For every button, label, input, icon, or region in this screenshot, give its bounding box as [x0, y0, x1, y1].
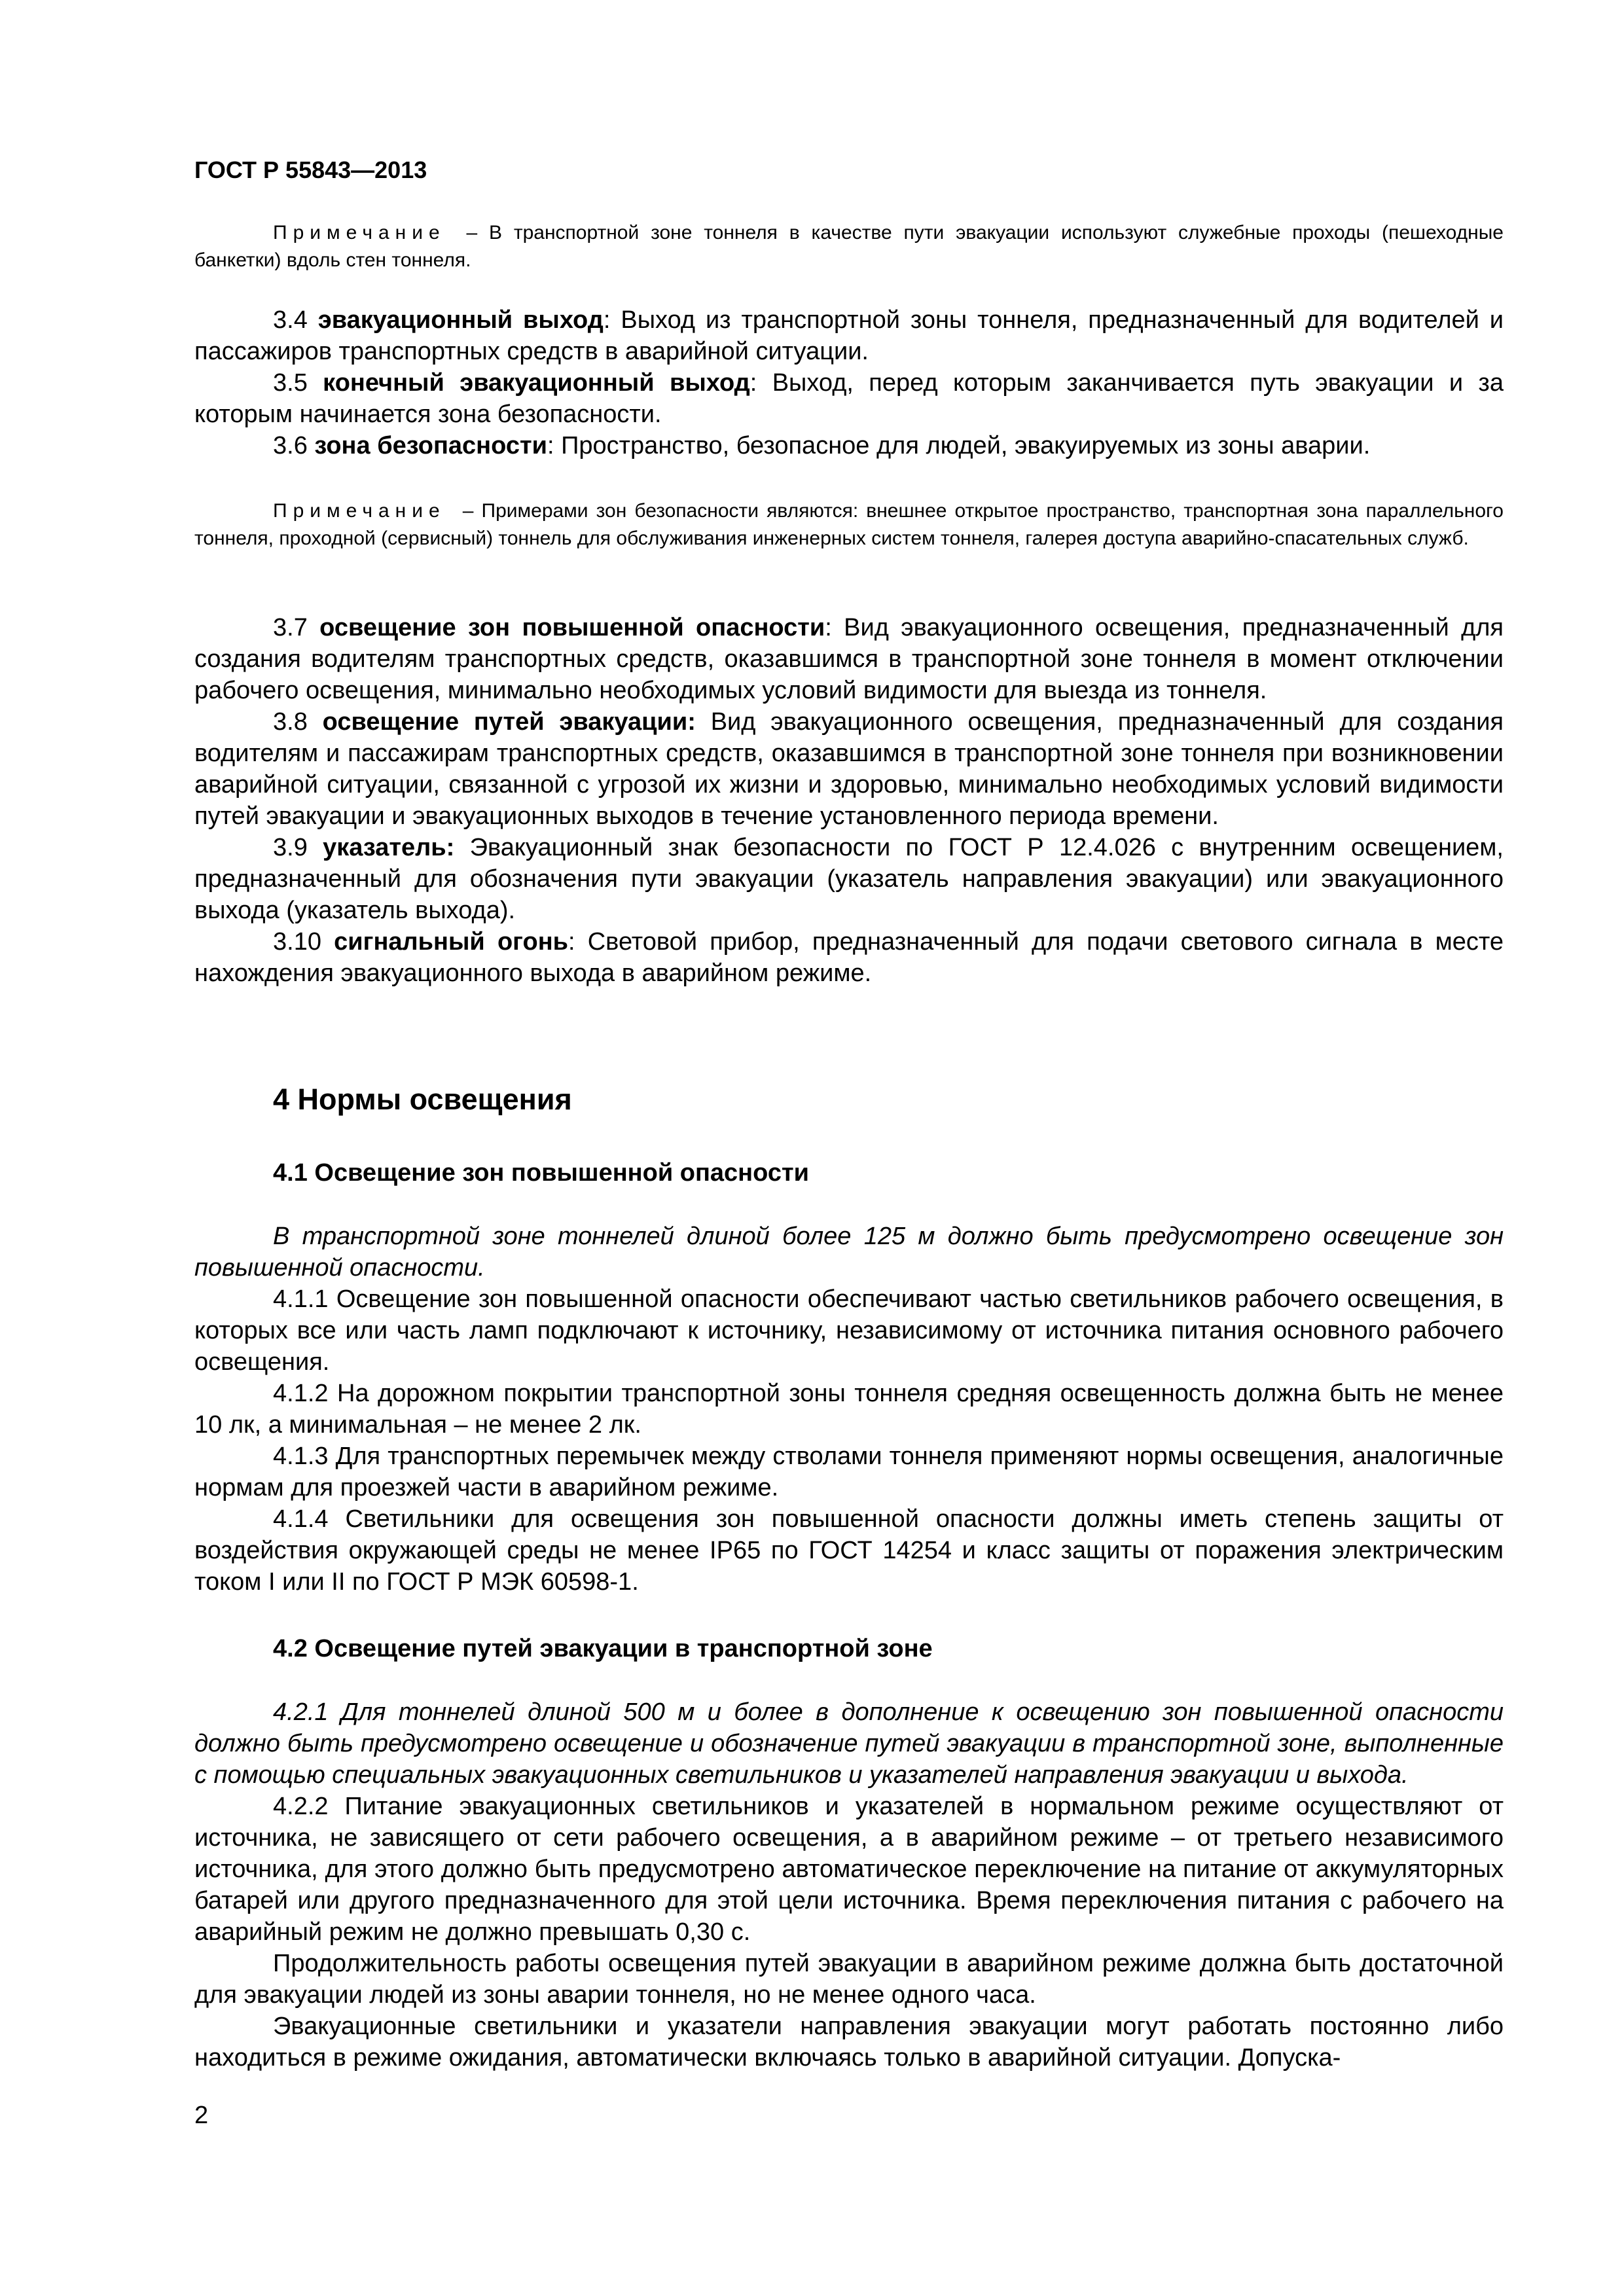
term-3-4: 3.4 эвакуационный выход: Выход из транспортной зоны тоннеля, предназначенный для водителей и пассажиров транспортных средств в аварийной ситуации.	[194, 306, 1504, 365]
note-label: Примечание	[273, 222, 446, 243]
subsection-4-1-body	[194, 1221, 1504, 1598]
subsection-4-2-body	[194, 1696, 1504, 2073]
term-3-10: 3.10 сигнальный огонь: Световой прибор, предназначенный для подачи светового сигнала в месте нахождения эвакуационного выхода в аварийном режиме.	[194, 928, 1504, 987]
term-3-9: 3.9 указатель: Эвакуационный знак безопасности по ГОСТ Р 12.4.026 с внутренним освещением, предназначенный для обозначения пути эвакуации (указатель направления эвакуации) или эвакуационного выхода (указатель выхода).	[194, 834, 1504, 924]
term-3-6: 3.6 зона безопасности: Пространство, безопасное для людей, эвакуируемых из зоны аварии.	[273, 432, 1371, 459]
term-3-5: 3.5 конечный эвакуационный выход: Выход, перед которым заканчивается путь эвакуации и за которым начинается зона безопасности.	[194, 369, 1504, 428]
paragraph: Эвакуационные светильники и указатели направления эвакуации могут работать постоянно либо находиться в режиме ожидания, автоматически включаясь только в аварийной ситуации. Допуска-	[194, 2013, 1504, 2072]
subsection-4-2	[194, 1633, 1504, 1664]
subsection-title: 4.1 Освещение зон повышенной опасности	[273, 1159, 809, 1187]
terms-group-b	[194, 612, 1504, 989]
paragraph: 4.1.2 На дорожном покрытии транспортной зоны тоннеля средняя освещенность должна быть не менее 10 лк, а минимальная – не менее 2 лк.	[194, 1380, 1504, 1439]
term-3-7: 3.7 освещение зон повышенной опасности: Вид эвакуационного освещения, предназначенный для создания водителям транспортных средств, оказавшимся в транспортной зоне тоннеля в момент отключении рабочего освещения, минимально необходимых условий видимости для выезда из тоннеля.	[194, 614, 1504, 704]
subsection-4-1	[194, 1157, 1504, 1189]
subsection-title: 4.2 Освещение путей эвакуации в транспортной зоне	[273, 1635, 933, 1662]
paragraph: 4.1.4 Светильники для освещения зон повышенной опасности должны иметь степень защиты от воздействия окружающей среды не менее IP65 по ГОСТ 14254 и класс защиты от поражения электрическим током I или II по ГОСТ Р МЭК 60598-1.	[194, 1505, 1504, 1596]
paragraph: Продолжительность работы освещения путей эвакуации в аварийном режиме должна быть достаточной для эвакуации людей из зоны аварии тоннеля, но не менее одного часа.	[194, 1950, 1504, 2009]
document-header: ГОСТ Р 55843—2013	[194, 156, 427, 183]
section-title: 4 Нормы освещения	[273, 1083, 572, 1116]
note-2: Примечание – Примерами зон безопасности являются: внешнее открытое пространство, транспортная зона параллельного тоннеля, проходной (сервисный) тоннель для обслуживания инженерных систем тоннеля, галерея доступа аварийно-спасательных служб.	[194, 500, 1504, 549]
note-1: Примечание – В транспортной зоне тоннеля в качестве пути эвакуации используют служебные проходы (пешеходные банкетки) вдоль стен тоннеля.	[194, 222, 1504, 271]
page-number: 2	[194, 2102, 209, 2129]
note-label: Примечание	[273, 500, 446, 522]
paragraph-intro: В транспортной зоне тоннелей длиной более 125 м должно быть предусмотрено освещение зон повышенной опасности.	[194, 1223, 1504, 1282]
section-4	[194, 1081, 1504, 1118]
note-text: Примерами зон безопасности являются: внешнее открытое пространство, транспортная зона параллельного тоннеля, проходной (сервисный) тоннель для обслуживания инженерных систем тоннеля, галерея доступа аварийно-спасательных служб.	[194, 500, 1504, 549]
note-text: В транспортной зоне тоннеля в качестве пути эвакуации используют служебные проходы (пешеходные банкетки) вдоль стен тоннеля.	[194, 222, 1504, 271]
term-3-8: 3.8 освещение путей эвакуации: Вид эвакуационного освещения, предназначенный для создания водителям и пассажирам транспортных средств, оказавшимся в транспортной зоне тоннеля при возникновении аварийной ситуации, связанной с угрозой их жизни и здоровью, минимально необходимых условий видимости путей эвакуации и эвакуационных выходов в течение установленного периода времени.	[194, 708, 1504, 830]
paragraph: 4.2.2 Питание эвакуационных светильников и указателей в нормальном режиме осуществляют от источника, не зависящего от сети рабочего освещения, а в аварийном режиме – от третьего независимого источника, для этого должно быть предусмотрено автоматическое переключение на питание от аккумуляторных батарей или другого предназначенного для этой цели источника. Время переключения питания с рабочего на аварийный режим не должно превышать 0,30 с.	[194, 1793, 1504, 1946]
paragraph: 4.1.1 Освещение зон повышенной опасности обеспечивают частью светильников рабочего освещения, в которых все или часть ламп подключают к источнику, независимому от источника питания основного рабочего освещения.	[194, 1285, 1504, 1376]
paragraph-intro: 4.2.1 Для тоннелей длиной 500 м и более в дополнение к освещению зон повышенной опасности должно быть предусмотрено освещение и обозначение путей эвакуации в транспортной зоне, выполненные с помощью специальных эвакуационных светильников и указателей направления эвакуации и выхода.	[194, 1698, 1504, 1789]
terms-group-a	[194, 304, 1504, 461]
paragraph: 4.1.3 Для транспортных перемычек между стволами тоннеля применяют нормы освещения, аналогичные нормам для проезжей части в аварийном режиме.	[194, 1443, 1504, 1501]
